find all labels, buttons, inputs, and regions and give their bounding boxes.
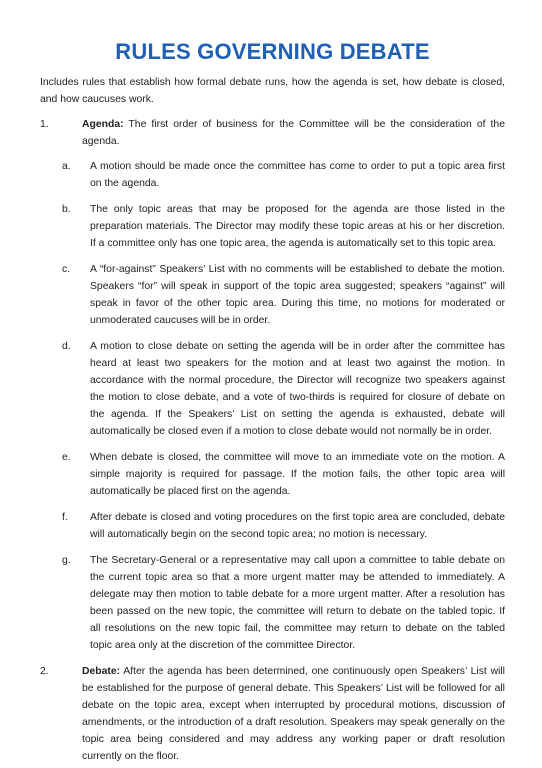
list-item	[40, 158, 505, 192]
list-item	[40, 449, 505, 500]
item-text: A motion to close debate on setting the agenda will be in order after the committee has heard at least two speakers for the motion and at least two against the motion. In accordance with the normal procedure, the Director will recognize two speakers against the motion to close debate, and a vote of two-thirds is required for closure of debate on the agenda. If the Speakers’ List on setting the agenda is exhausted, debate will automatically be closed even if a motion to close debate would not normally be in order.	[90, 341, 505, 437]
item-letter: f.	[62, 512, 68, 523]
list-item	[40, 261, 505, 329]
item-letter: a.	[62, 161, 71, 172]
item-letter: e.	[62, 452, 71, 463]
item-text: A motion should be made once the committee has come to order to put a topic area first on the agenda.	[90, 161, 505, 189]
section-number: 2.	[40, 666, 49, 677]
section-agenda	[40, 116, 505, 150]
list-item	[40, 201, 505, 252]
list-item	[40, 338, 505, 440]
section-number: 1.	[40, 119, 49, 130]
list-item	[40, 552, 505, 654]
item-text: When debate is closed, the committee will move to an immediate vote on the motion. A simple majority is required for passage. If the motion fails, the other topic area will automatically be placed first on the agenda.	[90, 452, 505, 497]
item-letter: c.	[62, 264, 71, 275]
item-text: After debate is closed and voting procedures on the first topic area are concluded, debate will automatically begin on the second topic area; no motion is necessary.	[90, 512, 505, 540]
item-text: The Secretary-General or a representative may call upon a committee to table debate on the current topic area so that a more urgent matter may be attended to immediately. A delegate may then motion to table debate for a more urgent matter. After a resolution has been passed on the new topic, the committee will return to debate on the tabled topic. If all resolutions on the new topic fail, the committee may return to debate on the tabled topic area only at the discretion of the committee Director.	[90, 555, 505, 651]
item-letter: b.	[62, 204, 71, 215]
section-debate	[40, 663, 505, 765]
section-heading: Agenda:	[82, 119, 124, 130]
item-text: A “for-against” Speakers’ List with no comments will be established to debate the motion. Speakers “for” will speak in support of the topic area suggested; speakers “against” will speak in favor of the other topic area. During this time, no motions for moderated or unmoderated caucuses will be in order.	[90, 264, 505, 326]
item-letter: d.	[62, 341, 71, 352]
section-text: After the agenda has been determined, one continuously open Speakers’ List will be established for the purpose of general debate. This Speakers’ List will be followed for all debate on the topic area, except when interrupted by procedural motions, discussion of amendments, or the introduction of a draft resolution. Speakers may speak generally on the topic area being considered and may address any working paper or draft resolution currently on the floor.	[82, 666, 505, 762]
section-text: The first order of business for the Committee will be the consideration of the agenda.	[82, 119, 505, 147]
section-heading: Debate:	[82, 666, 121, 677]
page-title: RULES GOVERNING DEBATE	[115, 39, 430, 64]
item-letter: g.	[62, 555, 71, 566]
intro-paragraph: Includes rules that establish how formal debate runs, how the agenda is set, how debate is closed, and how caucuses work.	[40, 77, 505, 105]
item-text: The only topic areas that may be proposed for the agenda are those listed in the preparation materials. The Director may modify these topic areas at his or her discretion. If a committee only has one topic area, the agenda is automatically set to this topic area.	[90, 204, 505, 249]
list-item	[40, 509, 505, 543]
